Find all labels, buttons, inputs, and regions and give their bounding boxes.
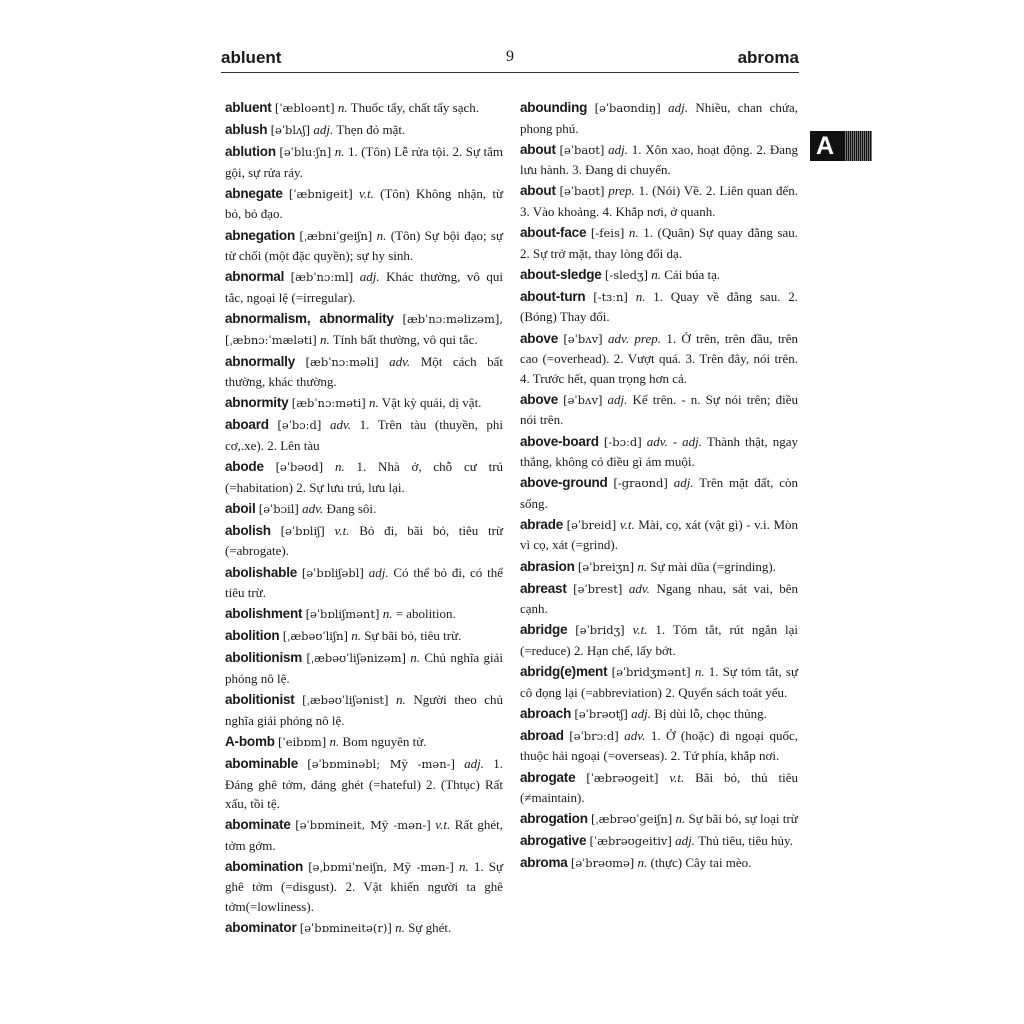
- entry-part-of-speech: adv. - adj.: [646, 433, 703, 449]
- entry-headword: abrogate: [520, 769, 576, 785]
- entry-definition: Bị dùi lỗ, chọc thủng.: [654, 705, 767, 721]
- dictionary-entry: [225, 857, 503, 917]
- entry-part-of-speech: n.: [395, 920, 405, 936]
- entry-part-of-speech: n.: [637, 855, 648, 871]
- dictionary-entry: [225, 457, 503, 497]
- entry-definition: Ngang nhau, sát vai, bên cạnh.: [520, 580, 799, 617]
- entry-headword: abridg(e)ment: [520, 664, 608, 680]
- entry-pronunciation: [ˈæbrəʊgeitiv]: [589, 834, 672, 849]
- entry-definition: Sự bãi bỏ, tiêu trừ.: [364, 628, 462, 644]
- entry-definition: 1. Ở trên, trên đầu, trên cao (=overhead). 2. Vượt quá. 3. Trên đây, nói trên. 4. Trước hết, quan trọng hơn cả.: [520, 330, 799, 386]
- entry-part-of-speech: n.: [694, 664, 705, 680]
- entry-headword: abounding: [520, 100, 588, 115]
- dictionary-entry: [225, 499, 503, 520]
- dictionary-entry: [225, 309, 503, 350]
- entry-part-of-speech: adv.: [628, 580, 650, 596]
- entry-headword: about: [520, 141, 556, 157]
- entry-part-of-speech: v.t.: [632, 622, 648, 638]
- right-column: [520, 98, 798, 875]
- page-header: [221, 46, 799, 73]
- entry-definition: 1. (Nói) Về. 2. Liên quan đến. 3. Vào khoảng. 4. Khắp nơi, ở quanh.: [520, 183, 799, 219]
- entry-part-of-speech: adj.: [607, 391, 628, 407]
- entry-part-of-speech: n.: [459, 858, 469, 874]
- entry-pronunciation: [əˈbrest]: [573, 581, 623, 596]
- entry-headword: abrasion: [520, 558, 575, 574]
- entry-definition: Thủ tiêu, tiêu hủy.: [698, 833, 793, 849]
- entry-definition: (Tôn) Không nhận, từ bỏ, bỏ đạo.: [225, 185, 504, 222]
- entry-headword: abnormalism, abnormality: [225, 310, 394, 326]
- entry-part-of-speech: n.: [376, 227, 387, 243]
- entry-definition: 1. (Quân) Sự quay đằng sau. 2. Sự trở mặt, thay lòng đổi dạ.: [520, 225, 798, 261]
- dictionary-entry: [225, 267, 503, 307]
- entry-definition: Sự ghét.: [408, 920, 452, 936]
- entry-part-of-speech: adj.: [675, 833, 696, 849]
- entry-pronunciation: [æbˈnɔːməli]: [305, 354, 379, 369]
- entry-definition: Mài, cọ, xát (vật gì) - v.i. Mòn vì cọ, xát (=grind).: [520, 516, 799, 553]
- entry-part-of-speech: prep.: [608, 183, 635, 199]
- letter-tab-label: A: [816, 132, 835, 160]
- entry-definition: Thuốc tẩy, chất tẩy sạch.: [350, 100, 480, 115]
- entry-headword: abominator: [225, 920, 297, 936]
- entry-headword: abomination: [225, 858, 304, 874]
- dictionary-entry: [225, 648, 503, 688]
- entry-part-of-speech: adv.: [329, 417, 352, 433]
- entry-definition: Một cách bất thường, khác thường.: [225, 353, 504, 390]
- entry-pronunciation: [ˈæbrəʊgeit]: [586, 770, 659, 785]
- entry-definition: Có thể bỏ đi, có thể tiêu trừ.: [225, 564, 503, 601]
- entry-definition: Trên mặt đất, còn sống.: [520, 475, 798, 511]
- entry-definition: Đang sôi.: [326, 500, 377, 516]
- letter-tab-pattern: [844, 131, 872, 161]
- entry-pronunciation: [əˈbəʊd]: [275, 460, 324, 475]
- entry-definition: (thực) Cây tai mèo.: [650, 855, 752, 871]
- entry-pronunciation: [əˈbluːʃn]: [279, 145, 332, 160]
- entry-definition: 1. Tóm tắt, rút ngắn lại (=reduce) 2. Hạn chế, lấy bớt.: [520, 622, 799, 658]
- entry-headword: about-face: [520, 225, 587, 241]
- dictionary-entry: [520, 620, 798, 660]
- entry-part-of-speech: n.: [337, 100, 348, 115]
- entry-definition: (Tôn) Sự bội đạo; sự từ chối (một đặc quyền); sự hy sinh.: [225, 227, 504, 264]
- entry-definition: 1. Sự ghê tởm (=disgust). 2. Vật khiến người ta ghê tởm(=lowliness).: [225, 858, 504, 915]
- entry-headword: abrade: [520, 516, 564, 532]
- entry-pronunciation: [əˈbaʊt]: [559, 184, 605, 199]
- dictionary-entry: [520, 223, 798, 263]
- header-last-word: abroma: [737, 48, 799, 67]
- dictionary-entry: [225, 754, 503, 814]
- entry-headword: abnormity: [225, 395, 289, 411]
- entry-pronunciation: [əˈbridʒmənt]: [611, 665, 691, 680]
- dictionary-entry: [520, 287, 798, 327]
- dictionary-entry: [225, 184, 503, 224]
- dictionary-entry: [225, 521, 503, 561]
- dictionary-entry: [520, 390, 798, 430]
- entry-pronunciation: [əˈbreid]: [566, 517, 617, 532]
- entry-pronunciation: [-tɜːn]: [593, 289, 628, 304]
- entry-headword: above-board: [520, 433, 599, 449]
- entry-definition: 1. Quay về đằng sau. 2. (Bóng) Thay đổi.: [520, 288, 799, 325]
- dictionary-entry: [225, 626, 503, 647]
- entry-part-of-speech: n.: [651, 266, 661, 282]
- entry-part-of-speech: v.t.: [359, 185, 374, 201]
- entry-pronunciation: [ˌæbrəʊˈgeiʃn]: [591, 812, 673, 827]
- dictionary-entry: [225, 142, 503, 182]
- entry-definition: 1. Nhà ở, chỗ cư trú (=habitation) 2. Sự lưu trú, lưu lại.: [225, 459, 504, 495]
- header-first-word: abluent: [221, 48, 282, 67]
- dictionary-entry: [520, 98, 798, 138]
- entry-definition: 1. Xôn xao, hoạt động. 2. Đang lưu hành. 3. Đang di chuyển.: [520, 141, 798, 178]
- entry-pronunciation: [əˈbɒmineitə(r)]: [299, 921, 392, 936]
- entry-pronunciation: [əˈbʌv]: [563, 392, 603, 407]
- dictionary-entry: [225, 563, 503, 603]
- dictionary-entry: [520, 704, 798, 725]
- entry-pronunciation: [ˈæbnigeit]: [288, 186, 353, 201]
- entry-pronunciation: [əˈbrɔːd]: [569, 728, 619, 743]
- entry-pronunciation: [əˈbɒminəbl; Mỹ -mən-]: [307, 756, 455, 771]
- dictionary-entry: [520, 557, 798, 578]
- entry-definition: 1. Trên tàu (thuyền, phi cơ,.xe). 2. Lên tàu: [225, 417, 504, 453]
- entry-headword: abnormally: [225, 353, 296, 369]
- entry-part-of-speech: v.t.: [435, 817, 451, 833]
- entry-part-of-speech: adj.: [464, 755, 485, 771]
- entry-headword: abnegation: [225, 227, 296, 243]
- entry-headword: abolitionist: [225, 692, 295, 708]
- entry-headword: abrogation: [520, 811, 588, 827]
- dictionary-entry: [520, 140, 798, 180]
- dictionary-entry: [520, 432, 798, 472]
- entry-definition: Nhiều, chan chứa, phong phú.: [520, 100, 798, 136]
- dictionary-entry: [225, 226, 503, 266]
- entry-part-of-speech: adj.: [673, 475, 694, 491]
- entry-headword: abridge: [520, 622, 568, 638]
- dictionary-entry: [520, 831, 798, 852]
- entry-pronunciation: [æbˈnɔːməti]: [291, 396, 366, 411]
- entry-part-of-speech: n.: [410, 650, 421, 666]
- entry-headword: abolitionism: [225, 650, 303, 666]
- entry-pronunciation: [ˌæbniˈgeiʃn]: [299, 228, 373, 243]
- dictionary-entry: [520, 181, 798, 221]
- dictionary-entry: [520, 329, 798, 389]
- page-number: 9: [506, 48, 514, 65]
- entry-pronunciation: [-sledʒ]: [604, 267, 648, 282]
- dictionary-entry: [520, 853, 798, 874]
- entry-pronunciation: [-graʊnd]: [613, 476, 668, 491]
- dictionary-entry: [520, 473, 798, 513]
- dictionary-entry: [225, 918, 503, 939]
- entry-headword: above: [520, 391, 559, 407]
- dictionary-entry: [520, 662, 798, 702]
- entry-pronunciation: [əˈbaʊndiŋ]: [594, 101, 661, 115]
- entry-definition: Cái búa tạ.: [664, 266, 721, 282]
- entry-headword: aboil: [225, 500, 256, 516]
- entry-headword: abominate: [225, 817, 291, 833]
- entry-pronunciation: [-feis]: [590, 226, 625, 241]
- entry-part-of-speech: adj.: [631, 705, 651, 721]
- entry-definition: Người theo chủ nghĩa giải phóng nô lệ.: [225, 692, 504, 728]
- entry-part-of-speech: adj.: [608, 141, 629, 157]
- entry-pronunciation: [-bɔːd]: [603, 434, 642, 449]
- entry-pronunciation: [əˈbɔːd]: [277, 418, 322, 433]
- entry-headword: abode: [225, 459, 264, 475]
- entry-pronunciation: [ˌæbəʊˈliʃn]: [282, 629, 348, 644]
- entry-part-of-speech: n.: [351, 628, 361, 644]
- entry-headword: abolition: [225, 628, 280, 644]
- entry-definition: Bãi bỏ, thủ tiêu (≠maintain).: [520, 769, 799, 806]
- entry-part-of-speech: adj.: [368, 564, 389, 580]
- entry-part-of-speech: n.: [635, 288, 646, 304]
- dictionary-entry: [520, 579, 798, 619]
- entry-part-of-speech: n.: [334, 144, 345, 160]
- entry-definition: Khác thường, vô qui tắc, ngoại lệ (=irregular).: [225, 269, 503, 305]
- entry-headword: above: [520, 330, 559, 346]
- entry-headword: abolish: [225, 522, 271, 538]
- entry-part-of-speech: n.: [396, 692, 406, 708]
- dictionary-entry: [520, 809, 798, 830]
- dictionary-entry: [225, 604, 503, 625]
- entry-headword: about-sledge: [520, 266, 602, 282]
- entry-pronunciation: [æbˈnɔːməlizəm], [ˌæbnɔːˈmæləti]: [225, 311, 503, 347]
- dictionary-entry: [520, 768, 798, 808]
- entry-pronunciation: [ˌæbəʊˈliʃənist]: [302, 693, 389, 708]
- left-column: [225, 98, 503, 940]
- entry-part-of-speech: n.: [319, 331, 330, 347]
- dictionary-entry: [225, 352, 503, 392]
- entry-headword: about-turn: [520, 288, 586, 304]
- letter-tab: [810, 131, 872, 161]
- entry-part-of-speech: v.t.: [334, 522, 350, 538]
- entry-definition: Kể trên. - n. Sự nói trên; điều nói trên.: [520, 391, 799, 428]
- entry-pronunciation: [əˈbridʒ]: [575, 623, 625, 638]
- entry-pronunciation: [əˈbrəʊmə]: [570, 856, 635, 871]
- entry-headword: abroach: [520, 705, 572, 721]
- entry-headword: abreast: [520, 580, 567, 596]
- entry-headword: aboard: [225, 417, 269, 433]
- entry-definition: 1. Sự tóm tắt, sự cô đọng lại (=abbreviation) 2. Quyển sách toát yếu.: [520, 664, 799, 700]
- entry-definition: Thành thật, ngay thẳng, không có điều gì ám muội.: [520, 433, 799, 470]
- entry-part-of-speech: n.: [675, 811, 686, 827]
- dictionary-entry: [225, 120, 503, 141]
- dictionary-entry: [225, 732, 503, 753]
- entry-pronunciation: [əˈbɒmineit, Mỹ -mən-]: [295, 818, 431, 833]
- dictionary-entry: [520, 726, 798, 766]
- dictionary-entry: [225, 98, 503, 119]
- entry-definition: Chủ nghĩa giải phóng nô lệ.: [225, 650, 504, 687]
- entry-headword: abnegate: [225, 185, 283, 201]
- entry-definition: Sự bãi bỏ, sự loại trừ: [688, 811, 798, 827]
- entry-part-of-speech: n.: [637, 558, 648, 574]
- entry-headword: abolishable: [225, 564, 298, 580]
- entry-headword: ablush: [225, 122, 268, 138]
- entry-pronunciation: [ˈæbloənt]: [274, 101, 335, 115]
- entry-headword: above-ground: [520, 475, 608, 491]
- entry-headword: abnormal: [225, 269, 285, 285]
- entry-part-of-speech: v.t.: [619, 516, 635, 532]
- entry-headword: abroma: [520, 855, 568, 871]
- entry-pronunciation: [əˈbaʊt]: [559, 142, 605, 157]
- entry-headword: abroad: [520, 727, 564, 743]
- entry-pronunciation: [əˈbɒliʃ]: [280, 523, 325, 538]
- dictionary-entry: [225, 815, 503, 855]
- entry-definition: 1. Ở (hoặc) đi ngoại quốc, thuộc hải ngoại (=overseas). 2. Tứ phía, khắp nơi.: [520, 727, 799, 764]
- entry-pronunciation: [əˌbɒmiˈneiʃn, Mỹ -mən-]: [308, 859, 454, 874]
- entry-definition: Bỏ đi, bãi bỏ, tiêu trừ (=abrogate).: [225, 522, 504, 559]
- entry-pronunciation: [ˈeibɒm]: [278, 734, 327, 749]
- entry-part-of-speech: n.: [382, 606, 393, 622]
- entry-definition: Rất ghét, tởm gớm.: [225, 817, 503, 853]
- entry-headword: abominable: [225, 755, 299, 771]
- entry-part-of-speech: n.: [334, 459, 345, 475]
- dictionary-entry: [225, 393, 503, 414]
- entry-headword: abrogative: [520, 833, 587, 849]
- dictionary-entry: [520, 515, 798, 555]
- entry-part-of-speech: n.: [329, 733, 340, 749]
- entry-definition: Thẹn đỏ mặt.: [336, 122, 406, 138]
- entry-pronunciation: [əˈbrəʊtʃ]: [574, 706, 628, 721]
- entry-pronunciation: [ˌæbəʊˈliʃənizəm]: [306, 651, 406, 666]
- entry-pronunciation: [əˈbɒliʃmənt]: [305, 607, 380, 622]
- entry-pronunciation: [æbˈnɔːml]: [290, 270, 354, 285]
- entry-part-of-speech: adv.: [624, 727, 646, 743]
- entry-pronunciation: [əˈblʌʃ]: [270, 123, 311, 138]
- entry-part-of-speech: adv.: [389, 353, 411, 369]
- entry-part-of-speech: n.: [628, 225, 639, 241]
- entry-part-of-speech: adj.: [359, 269, 380, 285]
- entry-definition: Bom nguyên tử.: [342, 733, 427, 749]
- entry-part-of-speech: adj.: [313, 122, 334, 138]
- entry-pronunciation: [əˈbɒliʃəbl]: [301, 565, 364, 580]
- entry-definition: Sự mài dũa (=grinding).: [650, 558, 776, 574]
- entry-definition: = abolition.: [395, 606, 456, 622]
- entry-headword: abolishment: [225, 606, 303, 622]
- entry-pronunciation: [əˈbreiʒn]: [577, 559, 635, 574]
- entry-headword: ablution: [225, 144, 276, 160]
- entry-definition: Tính bất thường, vô qui tắc.: [332, 331, 478, 347]
- entry-part-of-speech: v.t.: [669, 769, 685, 785]
- entry-pronunciation: [əˈbɔil]: [258, 501, 299, 516]
- dictionary-entry: [225, 415, 503, 455]
- dictionary-entry: [225, 690, 503, 730]
- entry-definition: 1. Đáng ghê tởm, đáng ghét (=hateful) 2. (Thtục) Rất xấu, tồi tệ.: [225, 755, 503, 812]
- entry-headword: A-bomb: [225, 733, 275, 749]
- entry-part-of-speech: adv.: [302, 500, 324, 516]
- dictionary-entry: [520, 265, 798, 286]
- entry-part-of-speech: n.: [369, 395, 379, 411]
- entry-pronunciation: [əˈbʌv]: [563, 331, 603, 346]
- entry-headword: about: [520, 183, 556, 199]
- entry-part-of-speech: adv. prep.: [608, 330, 661, 346]
- entry-part-of-speech: adj.: [668, 100, 688, 115]
- entry-definition: 1. (Tôn) Lễ rửa tội. 2. Sự tắm gội, sự rửa ráy.: [225, 144, 504, 180]
- entry-headword: abluent: [225, 100, 272, 115]
- entry-definition: Vật kỳ quái, dị vật.: [381, 395, 482, 411]
